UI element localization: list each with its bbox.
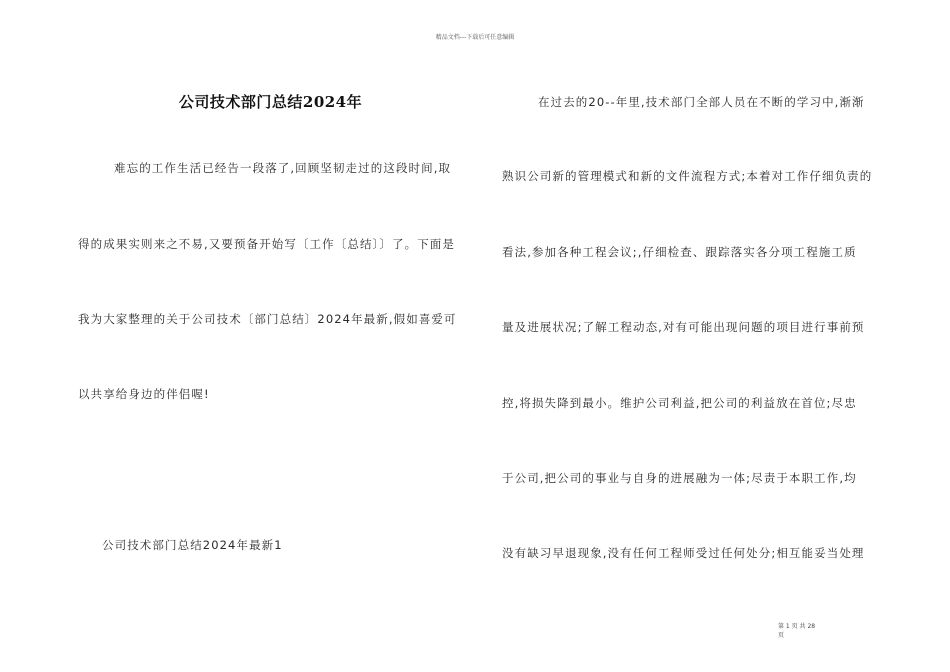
paragraph-line: 以共享给身边的伴侣喔! <box>78 387 210 401</box>
paragraph-line: 难忘的工作生活已经告一段落了,回顾坚韧走过的这段时间,取 <box>114 161 452 175</box>
document-title: 公司技术部门总结2024年 <box>178 93 363 111</box>
page-number <box>778 622 838 640</box>
paragraph-line: 熟识公司新的管理模式和新的文件流程方式;本着对工作仔细负责的 <box>502 169 873 183</box>
paragraph-line: 我为大家整理的关于公司技术〔部门总结〕2024年最新,假如喜爱可 <box>78 312 457 326</box>
page-header: 精品文档---下载后可任意编辑 <box>435 34 515 41</box>
page-number-line: 页 <box>778 632 785 639</box>
paragraph-line: 量及进展状况;了解工程动态,对有可能出现问题的项目进行事前预 <box>502 320 865 334</box>
section-heading: 公司技术部门总结2024年最新1 <box>102 538 283 552</box>
paragraph-line: 控,将损失降到最小。维护公司利益,把公司的利益放在首位;尽忠 <box>502 396 857 410</box>
paragraph-line: 在过去的20--年里,技术部门全部人员在不断的学习中,渐渐 <box>538 95 865 109</box>
paragraph-line: 得的成果实则来之不易,又要预备开始写〔工作〔总结〕〕了。下面是 <box>78 237 456 251</box>
paragraph-line: 没有缺习早退现象,没有任何工程师受过任何处分;相互能妥当处理 <box>502 546 865 560</box>
page-number-line: 第 1 页 共 28 <box>778 623 816 630</box>
paragraph-line: 看法,参加各种工程会议;,仔细检查、跟踪落实各分项工程施工质 <box>502 245 857 259</box>
paragraph-line: 于公司,把公司的事业与自身的进展融为一体;尽责于本职工作,均 <box>502 471 857 485</box>
